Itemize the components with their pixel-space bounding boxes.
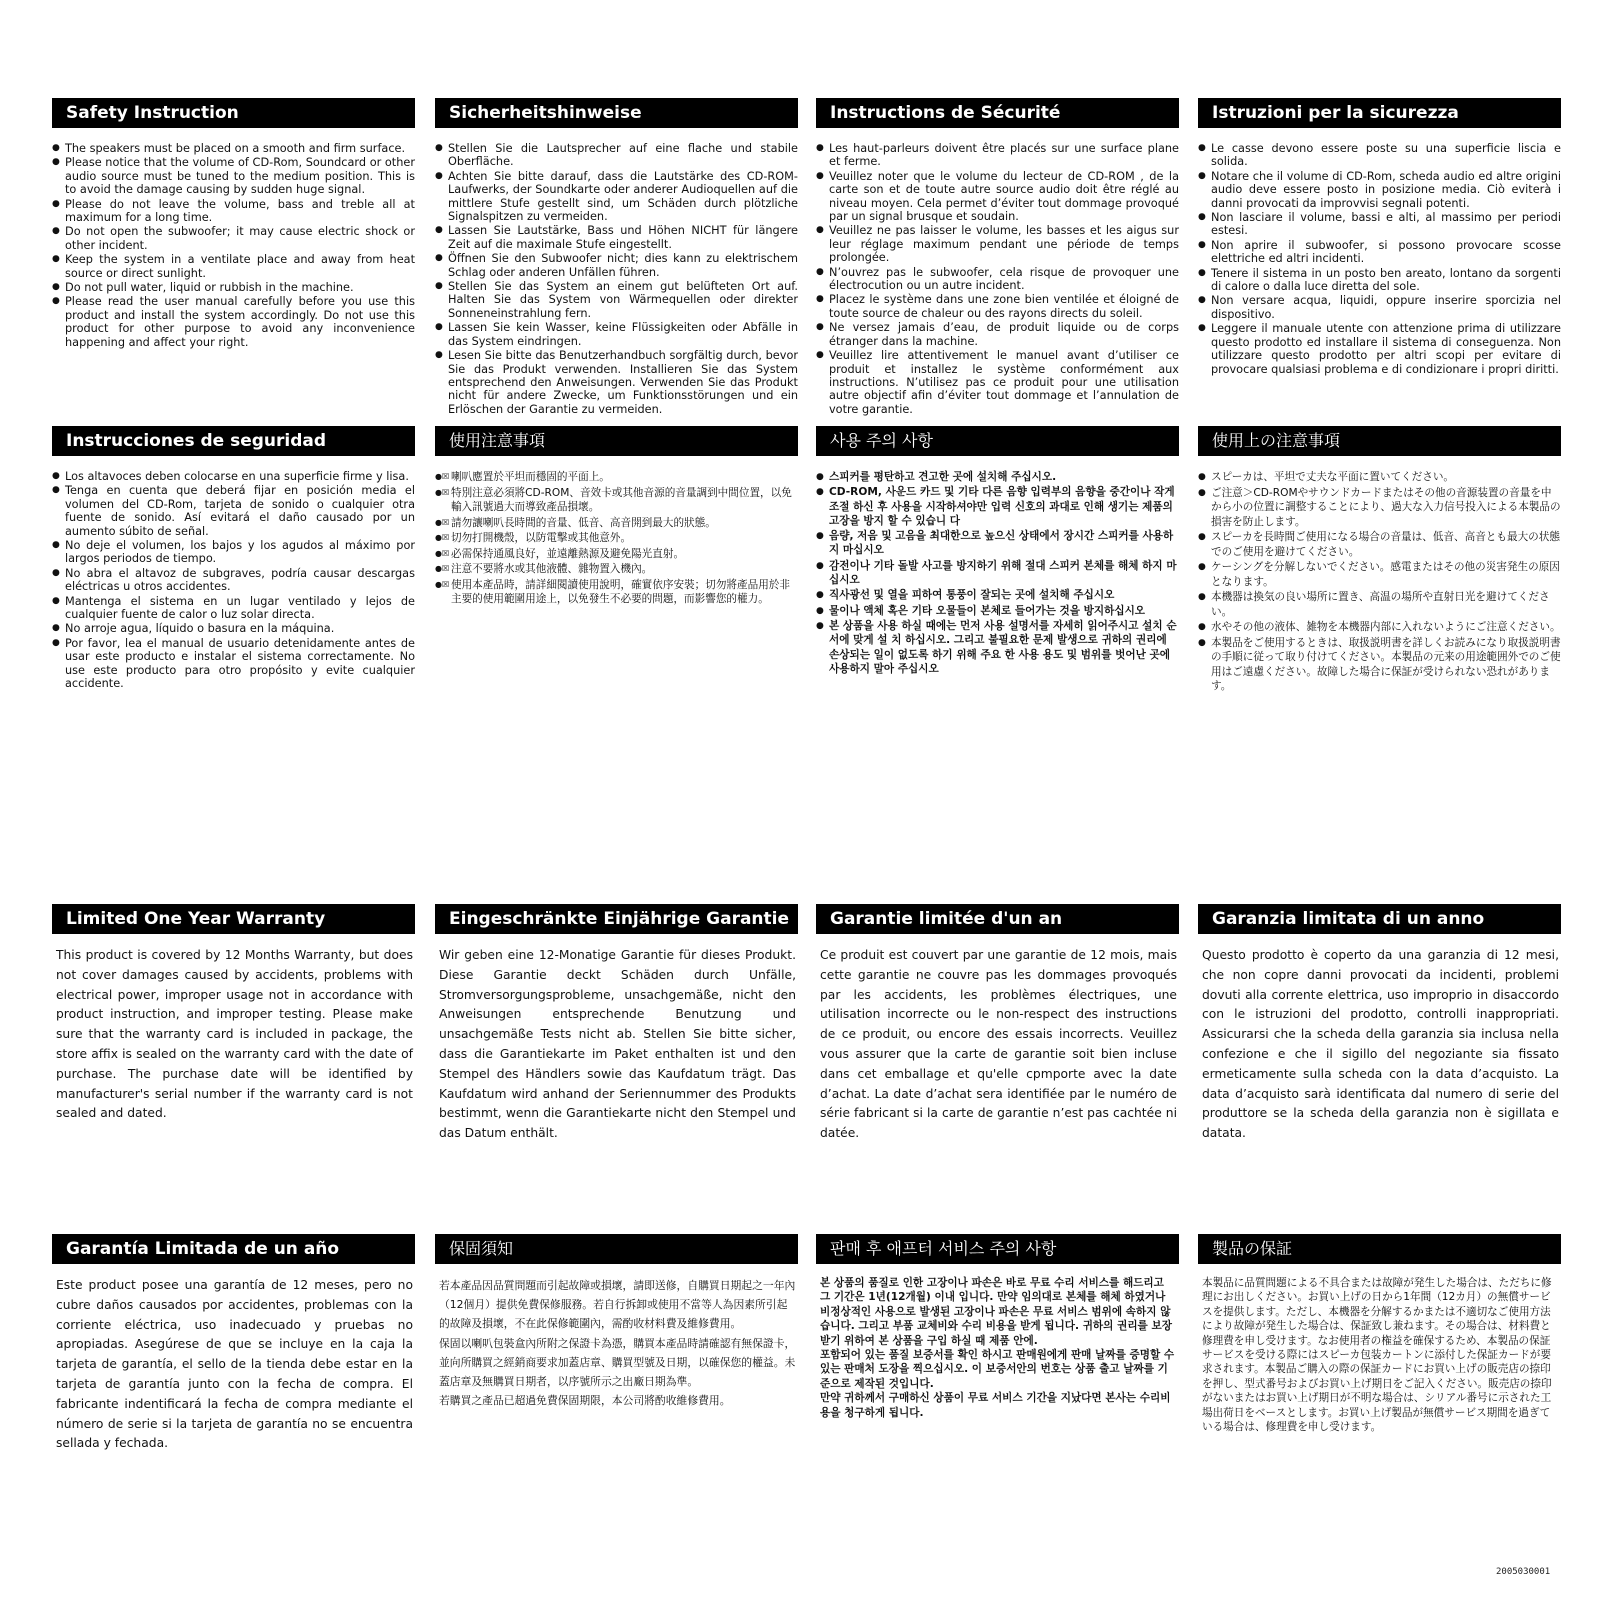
safety-es-list [52, 470, 415, 691]
warranty-ko-paragraph: 포함되어 있는 품질 보증서를 확인 하시고 판매원에게 판매 날짜를 증명할 수 있는 판매처 도장을 찍으십시오. 이 보증서안의 번호는 상품 출고 날짜를 기준으로 제작된 것입니다. [820, 1349, 1175, 1390]
safety-item: ● Ne versez jamais d’eau, de produit liquide ou de corps étranger dans la machine. [816, 321, 1179, 348]
safety-fr [816, 98, 1179, 417]
warranty-zh-paragraph: 若本產品因品質問題而引起故障或損壞，請即送修，自購買日期起之一年內（12個月）提供免費保修服務。若自行拆卸或使用不當等人為因素所引起的故障及損壞，不在此保修範圍內，需酌收材料費及維修費用。 [439, 1279, 796, 1331]
warranty-section-row-1 [0, 904, 1600, 1234]
warranty-ko-heading: 판매 후 애프터 서비스 주의 사항 [816, 1234, 1179, 1264]
safety-item: ● ご注意＞CD-ROMやサウンドカードまたはその他の音源装置の音量を中から小の位置に調整することにより、過大な入力信号投入による本製品の損害を防止します。 [1198, 486, 1561, 530]
safety-es [52, 426, 415, 692]
safety-item: ● Non lasciare il volume, bassi e alti, al massimo per periodi estesi. [1198, 211, 1561, 238]
safety-de-heading: Sicherheitshinweise [435, 98, 798, 128]
safety-item: ● Do not pull water, liquid or rubbish in the machine. [52, 281, 415, 294]
safety-ja [1198, 426, 1561, 695]
safety-it-list [1198, 142, 1561, 376]
warranty-ko [816, 1234, 1179, 1420]
safety-fr-list [816, 142, 1179, 416]
safety-item: ● 本機器は換気の良い場所に置き、高温の場所や直射日光を避けてください。 [1198, 590, 1561, 619]
safety-item: ● Non aprire il subwoofer, si possono provocare scosse elettriche ed altri incidenti. [1198, 239, 1561, 266]
warranty-zh-text [435, 1276, 798, 1410]
safety-ja-heading: 使用上の注意事項 [1198, 426, 1561, 456]
safety-item: ● Le casse devono essere poste su una superficie liscia e solida. [1198, 142, 1561, 169]
safety-item: ●☒ 注意不要將水或其他液體、雜物置入機內。 [435, 562, 798, 577]
safety-zh [435, 426, 798, 608]
safety-item: ● The speakers must be placed on a smooth and firm surface. [52, 142, 415, 155]
safety-item: ● 水やその他の液体、雑物を本機器内部に入れないようにご注意ください。 [1198, 620, 1561, 635]
safety-de-list [435, 142, 798, 416]
safety-en-heading: Safety Instruction [52, 98, 415, 128]
safety-item: ● ケーシングを分解しないでください。感電またはその他の災害発生の原因となります。 [1198, 560, 1561, 589]
safety-section-row-1 [0, 98, 1600, 418]
safety-item: ● Stellen Sie das System an einem gut belüfteten Ort auf. Halten Sie das System von Wärmequellen oder direkter Sonneneinstrahlung fern. [435, 280, 798, 320]
warranty-de-text: Wir geben eine 12-Monatige Garantie für dieses Produkt. Diese Garantie deckt Schäden durch Unfälle, Stromversorgungsprobleme, unsachgemäße, nicht den Anweisungen entsprechende Benutzung und unsachgemäße Tests nicht ab. Stellen Sie bitte sicher, dass die Garantiekarte im Paket enthalten ist und den Stempel des Händlers sowie das Kaufdatum trägt. Das Kaufdatum wird anhand der Seriennummer des Produkts bestimmt, wenn die Garantiekarte nicht den Stempel und das Datum enthält. [439, 948, 796, 1141]
safety-ja-list [1198, 470, 1561, 694]
warranty-zh-paragraph: 保固以喇叭包裝盒內所附之保證卡為憑，購買本產品時請確認有無保證卡，並向所購買之經銷商要求加蓋店章、購買型號及日期，以確保您的權益。未蓋店章及無購買日期者，以序號所示之出廠日期為準。 [439, 1336, 796, 1389]
safety-item: ● Tenere il sistema in un posto ben areato, lontano da sorgenti di calore o dalla luce diretta del sole. [1198, 267, 1561, 294]
warranty-es-text: Este product posee una garantía de 12 meses, pero no cubre daños causados por accidentes, problemas con la corriente eléctrica, uso inadecuado y pruebas no apropiadas. Asegúrese de que se incluye en la caja la tarjeta de garantía, el sello de la tienda debe estar en la tarjeta de garantía junto con la fecha de compra. El fabricante indentificará la fecha de compra mediante el número de serie si la tarjeta de garantía no se encuentra sellada y fechada. [56, 1278, 413, 1451]
warranty-en-heading: Limited One Year Warranty [52, 904, 415, 934]
safety-item: ● Please do not leave the volume, bass and treble all at maximum for a long time. [52, 198, 415, 225]
safety-item: ● Keep the system in a ventilate place and away from heat source or direct sunlight. [52, 253, 415, 280]
safety-item: ●☒ 喇叭應置於平坦而穩固的平面上。 [435, 470, 798, 485]
safety-item: ● Please notice that the volume of CD-Rom, Soundcard or other audio source must be tuned to the medium position. This is to avoid the damage causing by sudden huge signal. [52, 156, 415, 196]
safety-item: ● Please read the user manual carefully before you use this product and install the system accordingly. Do not use this product for other purpose to avoid any inconvenience happening and affect your right. [52, 295, 415, 349]
safety-item: ● 스피커를 평탄하고 견고한 곳에 설치해 주십시오. [816, 470, 1179, 484]
warranty-es [52, 1234, 415, 1454]
warranty-ja-text: 本製品に品質問題による不具合または故障が発生した場合は、ただちに修理にお出しください。お買い上げの日から1年間（12カ月）の無償サービスを提供します。ただし、本機器を分解するかまたは不適切なご使用方法により故障が発生した場合は、保証致し兼ねます。その場合は、材料費と修理費を申し受けます。なお使用者の権益を確保するため、本製品の保証サービスを受ける際にはスピーカ包装カートンに添付した保証カードが要求されます。本製品ご購入の際の保証カードにお買い上げの販売店の捺印を押し、型式番号およびお買い上げ期日をご記入ください。販売店の捺印がないまたはお買い上げ期日が不明な場合は、シリアル番号に示された工場出荷日をベースとします。お買い上げ製品が無償サービス期間を過ぎている場合は、修理費を申し受けます。 [1202, 1277, 1552, 1434]
safety-item: ● Veuillez ne pas laisser le volume, les basses et les aigus sur leur réglage maximum pendant une période de temps prolongée. [816, 224, 1179, 264]
warranty-section-row-2 [0, 1234, 1600, 1514]
safety-item: ● スピーカを長時間ご使用になる場合の音量は、低音、高音とも最大の状態でのご使用を避けてください。 [1198, 530, 1561, 559]
warranty-ko-text [816, 1276, 1179, 1420]
safety-item: ●☒ 必需保持通風良好，並遠離熱源及避免陽光直射。 [435, 547, 798, 562]
safety-item: ● Mantenga el sistema en un lugar ventilado y lejos de cualquier fuente de calor o luz solar directa. [52, 595, 415, 622]
safety-item: ● Por favor, lea el manual de usuario detenidamente antes de usar este producto e instalar el sistema correctamente. No use este producto para otro propósito y evite cualquier accidente. [52, 637, 415, 691]
warranty-en [52, 904, 415, 1124]
warranty-zh [435, 1234, 798, 1410]
safety-item: ● N’ouvrez pas le subwoofer, cela risque de provoquer une électrocution ou un autre incident. [816, 266, 1179, 293]
safety-fr-heading: Instructions de Sécurité [816, 98, 1179, 128]
safety-item: ● Achten Sie bitte darauf, dass die Lautstärke des CD-ROM-Laufwerks, der Soundkarte oder anderer Audioquellen auf die mittlere Stufe gestellt sind, um Schäden durch plötzliche Signalspitzen zu vermeiden. [435, 170, 798, 224]
safety-item: ● Placez le système dans une zone bien ventilée et éloigné de toute source de chaleur ou des rayons directs du soleil. [816, 293, 1179, 320]
safety-item: ● Los altavoces deben colocarse en una superficie firme y lisa. [52, 470, 415, 483]
safety-item: ● Veuillez lire attentivement le manuel avant d’utiliser ce produit et installez le système conformément aux instructions. N’utilisez pas ce produit pour une utilisation autre objectif afin d’éviter tout dommage et l’annulation de votre garantie. [816, 349, 1179, 416]
safety-item: ● 감전이나 기타 돌발 사고를 방지하기 위해 절대 스피커 본체를 해체 하지 마십시오 [816, 559, 1179, 588]
safety-item: ● Notare che il volume di CD-Rom, scheda audio ed altre origini audio deve essere posto in posizione media. Ciò eviterà i danni provocati da improvvisi segnali potenti. [1198, 170, 1561, 210]
safety-en [52, 98, 415, 350]
warranty-zh-heading: 保固須知 [435, 1234, 798, 1264]
safety-zh-heading: 使用注意事項 [435, 426, 798, 456]
safety-item: ● Leggere il manuale utente con attenzione prima di utilizzare questo prodotto ed installare il sistema di conseguenza. Non utilizzare questo prodotto per altri scopi per evitare di provocare qualsiasi problema e di condizionare i propri diritti. [1198, 322, 1561, 376]
warranty-fr-heading: Garantie limitée d'un an [816, 904, 1179, 934]
warranty-zh-paragraph: 若購買之產品已超過免費保固期限，本公司將酌收維修費用。 [439, 1394, 731, 1408]
warranty-ko-paragraph: 만약 귀하께서 구매하신 상품이 무료 서비스 기간을 지났다면 본사는 수리비용을 청구하게 됩니다. [820, 1392, 1171, 1419]
safety-item: ● 본 상품을 사용 하실 때에는 먼저 사용 설명서를 자세히 읽어주시고 설치 순서에 맞게 설 치 하십시오. 그리고 불필요한 문제 발생으로 귀하의 권리에 손상되는 일이 없도록 하기 위해 주요 한 사용 용도 및 범위를 벗어난 곳에 사용하지 말아 주십시오 [816, 619, 1179, 676]
safety-es-heading: Instrucciones de seguridad [52, 426, 415, 456]
warranty-it [1198, 904, 1561, 1144]
safety-it-heading: Istruzioni per la sicurezza [1198, 98, 1561, 128]
safety-item: ● Do not open the subwoofer; it may cause electric shock or other incident. [52, 225, 415, 252]
safety-item: ● Non versare acqua, liquidi, oppure inserire sporcizia nel dispositivo. [1198, 294, 1561, 321]
safety-de [435, 98, 798, 417]
safety-item: ● Les haut-parleurs doivent être placés sur une surface plane et ferme. [816, 142, 1179, 169]
safety-item: ●☒ 使用本產品時，請詳細閱讀使用說明，確實依序安裝；切勿將產品用於非主要的使用範圍用途上，以免發生不必要的問題，而影響您的權力。 [435, 578, 798, 607]
safety-item: ● スピーカは、平坦で丈夫な平面に置いてください。 [1198, 470, 1561, 485]
warranty-es-heading: Garantía Limitada de un año [52, 1234, 415, 1264]
safety-item: ●☒ 特別注意必須將CD-ROM、音效卡或其他音源的音量調到中間位置，以免輸入訊號過大而導致產品損壞。 [435, 486, 798, 515]
safety-item: ● 음량, 저음 및 고음을 최대한으로 높으신 상태에서 장시간 스피커를 사용하지 마십시오 [816, 529, 1179, 558]
safety-item: ● 직사광선 및 열을 피하여 통풍이 잘되는 곳에 설치해 주십시오 [816, 588, 1179, 602]
warranty-it-text: Questo prodotto è coperto da una garanzia di 12 mesi, che non copre danni provocati da incidenti, problemi dovuti alla corrente elettrica, uso improprio in disaccordo con le istruzioni del prodotto, controlli inappropriati. Assicurarsi che la scheda della garanzia sia inclusa nella confezione e che il sigillo del negoziante sia fissato ermeticamente sulla scheda con la data d’acquisto. La data d’acquisto sarà identificata dal numero di serie del produttore se la scheda della garanzia non è sigillata e datata. [1202, 948, 1559, 1141]
warranty-fr [816, 904, 1179, 1144]
warranty-ja [1198, 1234, 1561, 1434]
safety-ko-heading: 사용 주의 사항 [816, 426, 1179, 456]
safety-item: ●☒ 請勿讓喇叭長時間的音量、低音、高音開到最大的狀態。 [435, 516, 798, 531]
safety-zh-list [435, 470, 798, 607]
safety-item: ● No abra el altavoz de subgraves, podría causar descargas eléctricas u otros accidentes. [52, 567, 415, 594]
warranty-ko-paragraph: 본 상품의 품질로 인한 고장이나 파손은 바로 무료 수리 서비스를 해드리고 그 기간은 1년(12개월) 이내 입니다. 만약 임의대로 본체를 해체 하였거나 비정상적인 사용으로 발생된 고장이나 파손은 무료 서비스 범위에 속하지 않습니다. 그리고 부품 교체비와 수리 비용을 받게 됩니다. 귀하의 권리를 보장 받기 위하여 본 상품을 구입 하실 때 제품 안에. [820, 1277, 1172, 1347]
safety-ko [816, 426, 1179, 677]
safety-item: ● No arroje agua, líquido o basura en la máquina. [52, 622, 415, 635]
safety-item: ● Tenga en cuenta que deberá fijar en posición media el volumen del CD-Rom, tarjeta de sonido o cualquier otra fuente de sonido. Así evitará el daño causado por un aumento súbito de señal. [52, 484, 415, 538]
safety-item: ● Lesen Sie bitte das Benutzerhandbuch sorgfältig durch, bevor Sie das Produkt verwenden. Installieren Sie das System entsprechend den Anweisungen. Verwenden Sie das Produkt nicht für andere Zwecke, um Funktionsstörungen und ein Erlöschen der Garantie zu vermeiden. [435, 349, 798, 416]
warranty-ja-heading: 製品の保証 [1198, 1234, 1561, 1264]
safety-item: ● CD-ROM, 사운드 카드 및 기타 다른 음향 입력부의 음향을 중간이나 작게 조절 하신 후 사용을 시작하셔야만 입력 신호의 과대로 인해 생기는 제품의 고장을 방지 할 수 있습니 다 [816, 485, 1179, 528]
safety-en-list [52, 142, 415, 349]
safety-item: ● Öffnen Sie den Subwoofer nicht; dies kann zu elektrischem Schlag oder anderen Unfällen führen. [435, 252, 798, 279]
document-number: 2005030001 [1496, 1567, 1551, 1577]
warranty-fr-text: Ce produit est couvert par une garantie de 12 mois, mais cette garantie ne couvre pas les dommages provoqués par les accidents, les problèmes électriques, une utilisation incorrecte ou le non-respect des instructions de ce produit, ou encore des essais incorrects. Veuillez vous assurer que la carte de garantie soit bien incluse dans cet emballage et qu'elle cpmporte avec la date d’achat. La date d’achat sera identifiée par le numéro de série fabricant si la carte de garantie n’est pas cachtée ni datée. [820, 948, 1177, 1141]
warranty-de-heading: Eingeschränkte Einjährige Garantie [435, 904, 798, 934]
safety-item: ● No deje el volumen, los bajos y los agudos al máximo por largos periodos de tiempo. [52, 539, 415, 566]
safety-ko-list [816, 470, 1179, 676]
warranty-de [435, 904, 798, 1144]
safety-it [1198, 98, 1561, 377]
warranty-en-text: This product is covered by 12 Months Warranty, but does not cover damages caused by accidents, problems with electrical power, improper usage not in accordance with product instruction, and improper testing. Please make sure that the warranty card is included in package, the store affix is sealed on the warranty card with the date of purchase. The purchase date will be identified by manufacturer's serial number if the warranty card is not sealed and dated. [56, 948, 413, 1121]
safety-item: ● Lassen Sie Lautstärke, Bass und Höhen NICHT für längere Zeit auf die maximale Stufe eingestellt. [435, 224, 798, 251]
safety-item: ● Veuillez noter que le volume du lecteur de CD-ROM , de la carte son et de toute autre source audio doit être réglé au niveau moyen. Cela permet d’éviter tout dommage provoqué par un signal brusque et soudain. [816, 170, 1179, 224]
safety-item: ● 물이나 액체 혹은 기타 오물들이 본체로 들어가는 것을 방지하십시오 [816, 604, 1179, 618]
safety-item: ● Lassen Sie kein Wasser, keine Flüssigkeiten oder Abfälle in das System eindringen. [435, 321, 798, 348]
safety-section-row-2 [0, 426, 1600, 886]
warranty-it-heading: Garanzia limitata di un anno [1198, 904, 1561, 934]
safety-item: ● 本製品をご使用するときは、取扱説明書を詳しくお読みになり取扱説明書の手順に従って取り付けてください。本製品の元来の用途範囲外でのご使用はご遠慮ください。故障した場合に保証が受けられない恐れがあります。 [1198, 636, 1561, 694]
safety-item: ●☒ 切勿打開機殼，以防電擊或其他意外。 [435, 531, 798, 546]
safety-item: ● Stellen Sie die Lautsprecher auf eine flache und stabile Oberfläche. [435, 142, 798, 169]
